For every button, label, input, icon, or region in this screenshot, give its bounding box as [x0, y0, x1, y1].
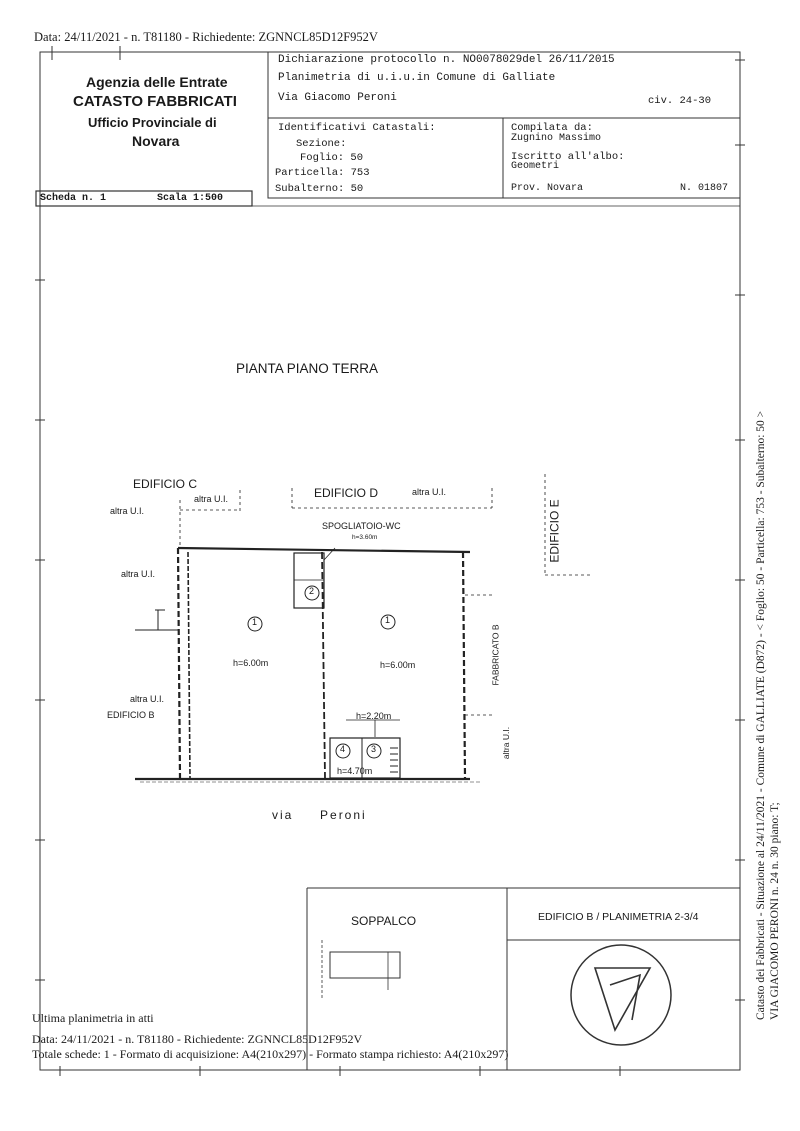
- label-altra-ui-right: altra U.I.: [501, 726, 512, 760]
- room-number-2: 2: [309, 586, 315, 596]
- label-h-220: h=2.20m: [356, 711, 392, 721]
- request-header: Data: 24/11/2021 - n. T81180 - Richiedente: ZGNNCL85D12F952V: [34, 30, 378, 44]
- registration-number: N. 01807: [680, 183, 729, 194]
- label-h-470: h=4.70m: [337, 766, 373, 776]
- catasto-title: CATASTO FABBRICATI: [73, 93, 237, 110]
- particella-field: Particella: 753: [275, 167, 370, 179]
- civic-number: civ. 24-30: [648, 95, 712, 107]
- planimetry-line: Planimetria di u.i.u.in Comune di Galliate: [278, 72, 556, 84]
- compiled-label: Compilata da:: [511, 122, 593, 134]
- label-altra-ui-d: altra U.I.: [412, 487, 447, 497]
- street-name: via Peroni: [272, 808, 367, 822]
- label-altra-ui-c: altra U.I.: [194, 494, 229, 504]
- address-line: Via Giacomo Peroni: [278, 92, 397, 104]
- scheda-number: Scheda n. 1: [40, 193, 107, 204]
- identifiers-title: Identificativi Catastali:: [278, 122, 436, 134]
- ultima-planimetria: Ultima planimetria in atti: [32, 1011, 154, 1025]
- scale: Scala 1:500: [157, 193, 224, 204]
- label-edificio-b: EDIFICIO B: [107, 710, 155, 720]
- label-h-600-right: h=6.00m: [380, 660, 416, 670]
- agency-name: Agenzia delle Entrate: [86, 74, 228, 90]
- room-number-3: 3: [371, 744, 377, 754]
- label-edificio-c: EDIFICIO C: [133, 477, 198, 491]
- albo-value: Geometri: [511, 161, 560, 172]
- label-altra-ui-left-bottom: altra U.I.: [130, 694, 165, 704]
- label-edificio-e: EDIFICIO E: [547, 499, 562, 563]
- planimetria-ref: EDIFICIO B / PLANIMETRIA 2-3/4: [538, 911, 699, 923]
- label-edificio-d: EDIFICIO D: [314, 486, 379, 500]
- side-text-address: VIA GIACOMO PERONI n. 24 n. 30 piano: T;: [769, 802, 781, 1020]
- label-fabbricato-b: FABBRICATO B: [490, 624, 501, 686]
- office-city: Novara: [132, 133, 180, 149]
- foglio-field: Foglio: 50: [300, 152, 364, 164]
- data-line-bottom: Data: 24/11/2021 - n. T81180 - Richiedente: ZGNNCL85D12F952V: [32, 1032, 363, 1046]
- albo-label: Iscritto all'albo:: [511, 151, 625, 163]
- side-text-situation: Catasto dei Fabbricati - Situazione al 24/11/2021 - Comune di GALLIATE (D872) - < Foglio: 50 - Particella: 753 - Subalterno: 50 >: [755, 410, 767, 1020]
- office-line: Ufficio Provinciale di: [88, 115, 217, 130]
- label-spogliatoio: SPOGLIATOIO-WC: [322, 521, 401, 531]
- subalterno-field: Subalterno: 50: [275, 183, 364, 195]
- province: Prov. Novara: [511, 183, 584, 194]
- label-altra-ui-left-top: altra U.I.: [110, 506, 145, 516]
- room-number-4: 4: [340, 744, 346, 754]
- label-altra-ui-left-mid: altra U.I.: [121, 569, 156, 579]
- label-h-360: h=3.60m: [352, 534, 378, 541]
- label-h-600-left: h=6.00m: [233, 658, 269, 668]
- totale-schede: Totale schede: 1 - Formato di acquisizione: A4(210x297) - Formato stampa richiesto: A4(210x297): [32, 1047, 509, 1061]
- plan-title: PIANTA PIANO TERRA: [236, 361, 379, 376]
- room-number-1-left: 1: [252, 617, 258, 627]
- soppalco-title: SOPPALCO: [351, 914, 417, 928]
- sezione-field: Sezione:: [296, 138, 347, 150]
- compiled-name: Zugnino Massimo: [511, 133, 602, 144]
- room-number-1-right: 1: [385, 615, 391, 625]
- protocol-line: Dichiarazione protocollo n. NO0078029del 26/11/2015: [278, 54, 615, 66]
